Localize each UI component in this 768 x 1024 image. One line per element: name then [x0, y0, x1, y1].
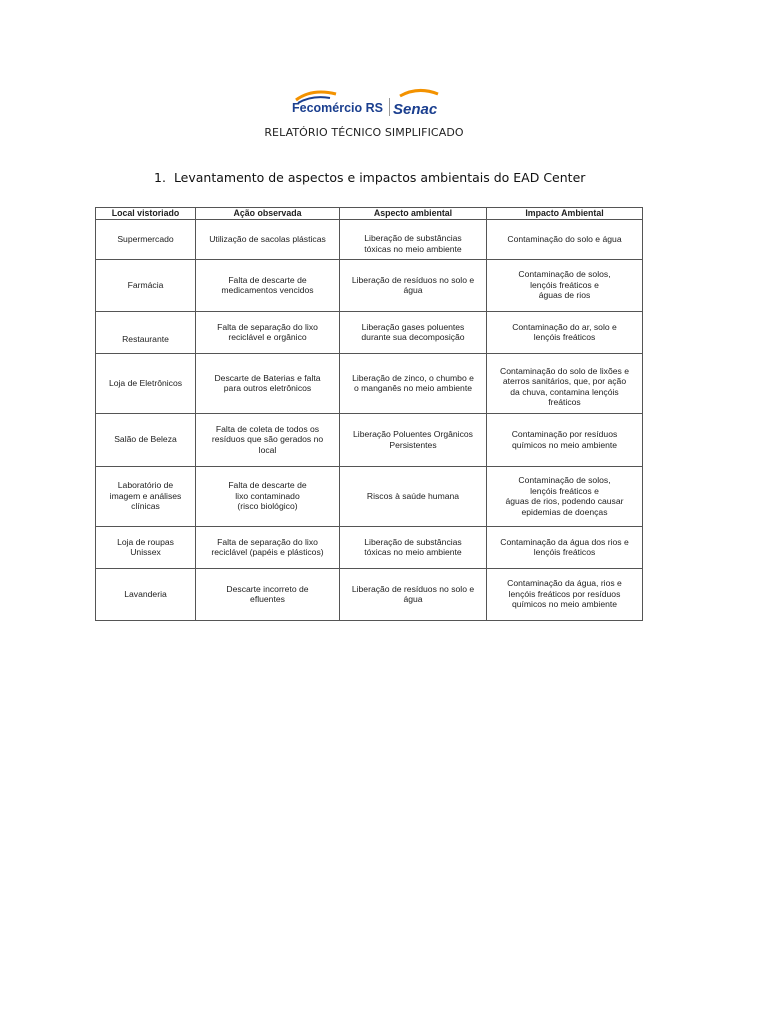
section-title: Levantamento de aspectos e impactos ambientais do EAD Center — [173, 170, 586, 185]
table-cell: Contaminação da água, rios e lençóis freáticos por resíduos químicos no meio ambiente — [487, 568, 643, 620]
column-header: Aspecto ambiental — [340, 208, 487, 220]
table-cell: Liberação de zinco, o chumbo e o manganês no meio ambiente — [340, 353, 487, 413]
table-cell: Contaminação do solo de lixões e aterros sanitários, que, por ação da chuva, contamina lençóis freáticos — [487, 353, 643, 413]
table-cell: Farmácia — [96, 259, 196, 311]
logo-senac-text: Senac — [393, 101, 438, 118]
table-cell: Falta de separação do lixo reciclável (papéis e plásticos) — [196, 526, 340, 568]
fecomercio-senac-logo-icon — [292, 86, 442, 120]
table-cell: Liberação de substâncias tóxicas no meio ambiente — [340, 219, 487, 259]
column-header: Ação observada — [196, 208, 340, 220]
table-cell: Salão de Beleza — [96, 413, 196, 466]
section-heading — [154, 170, 585, 185]
table-cell: Falta de coleta de todos os resíduos que são gerados no local — [196, 413, 340, 466]
column-header: Impacto Ambiental — [487, 208, 643, 220]
header-logo — [292, 86, 442, 120]
aspects-impacts-table — [95, 207, 643, 621]
table-cell: Liberação de substâncias tóxicas no meio ambiente — [340, 526, 487, 568]
table-cell: Descarte de Baterias e falta para outros eletrônicos — [196, 353, 340, 413]
table-cell: Loja de roupas Unissex — [96, 526, 196, 568]
table-cell: Liberação gases poluentes durante sua decomposição — [340, 311, 487, 353]
table-cell: Falta de descarte de lixo contaminado (risco biológico) — [196, 466, 340, 526]
table-cell: Liberação de resíduos no solo e água — [340, 259, 487, 311]
table-cell: Falta de separação do lixo reciclável e orgânico — [196, 311, 340, 353]
table-cell: Contaminação da água dos rios e lençóis freáticos — [487, 526, 643, 568]
table-row — [96, 219, 643, 259]
column-header: Local vistoriado — [96, 208, 196, 220]
table-row — [96, 259, 643, 311]
table-cell: Contaminação do ar, solo e lençóis freáticos — [487, 311, 643, 353]
table-row — [96, 413, 643, 466]
table-cell: Lavanderia — [96, 568, 196, 620]
table-row — [96, 526, 643, 568]
table-cell: Liberação de resíduos no solo e água — [340, 568, 487, 620]
table-row — [96, 311, 643, 353]
table-cell: Descarte incorreto de efluentes — [196, 568, 340, 620]
table-cell: Contaminação do solo e água — [487, 219, 643, 259]
table-cell: Laboratório de imagem e análises clínicas — [96, 466, 196, 526]
table-cell: Utilização de sacolas plásticas — [196, 219, 340, 259]
table-cell: Riscos à saúde humana — [340, 466, 487, 526]
table-cell: Contaminação de solos, lençóis freáticos e águas de rios, podendo causar epidemias de doenças — [487, 466, 643, 526]
table-cell: Loja de Eletrônicos — [96, 353, 196, 413]
table-cell: Contaminação por resíduos químicos no meio ambiente — [487, 413, 643, 466]
table-cell: Falta de descarte de medicamentos vencidos — [196, 259, 340, 311]
table-cell: Restaurante — [96, 311, 196, 353]
table-row — [96, 568, 643, 620]
table-row — [96, 353, 643, 413]
table-cell: Contaminação de solos, lençóis freáticos e águas de rios — [487, 259, 643, 311]
table-header-row — [96, 208, 643, 220]
section-number: 1. — [154, 170, 166, 185]
logo-fecomercio-text: Fecomércio RS — [292, 101, 384, 115]
table-cell: Liberação Poluentes Orgânicos Persistentes — [340, 413, 487, 466]
table-cell: Supermercado — [96, 219, 196, 259]
document-title: RELATÓRIO TÉCNICO SIMPLIFICADO — [264, 126, 464, 139]
table-row — [96, 466, 643, 526]
